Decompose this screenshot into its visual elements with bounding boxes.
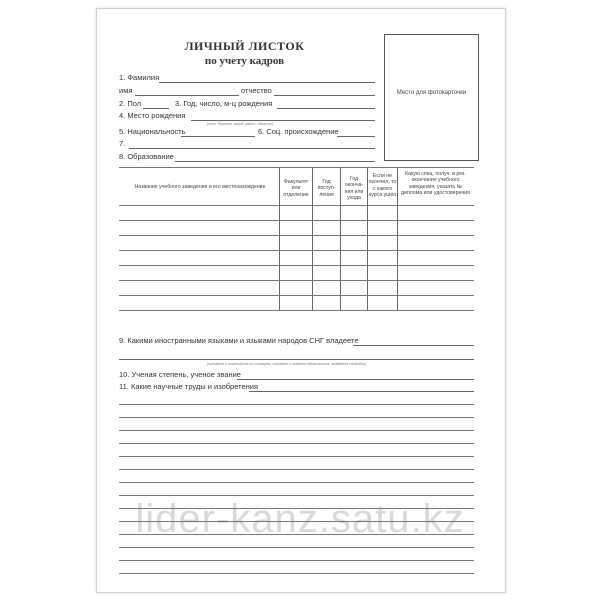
name-field[interactable]: [135, 95, 239, 96]
birthplace-label: 4. Место рождения: [119, 111, 186, 120]
watermark: lider-kanz.satu.kz: [135, 497, 465, 541]
table-row[interactable]: [119, 280, 474, 281]
social-origin-field[interactable]: [337, 136, 375, 137]
table-row[interactable]: [119, 295, 474, 296]
table-row[interactable]: [119, 265, 474, 266]
birthplace-hint: (село, деревня, город, район, область): [207, 122, 274, 126]
form-title: ЛИЧНЫЙ ЛИСТОК: [184, 39, 305, 53]
name-label: имя: [119, 86, 133, 95]
table-header-year-finish: Год оконча-ния или ухода: [344, 176, 364, 201]
table-header-year-entry: Год поступ-ления: [317, 179, 336, 198]
sex-field[interactable]: [143, 108, 169, 109]
nationality-field[interactable]: [181, 136, 255, 137]
surname-field[interactable]: [159, 82, 375, 83]
writing-line[interactable]: [119, 560, 474, 561]
education-field[interactable]: [175, 161, 375, 162]
table-row[interactable]: [119, 310, 474, 311]
education-label: 8. Образование: [119, 152, 174, 161]
social-origin-label: 6. Соц. происхождение: [258, 127, 339, 136]
writing-line[interactable]: [119, 404, 474, 405]
writing-line[interactable]: [119, 482, 474, 483]
table-row[interactable]: [119, 220, 474, 221]
writing-line[interactable]: [119, 469, 474, 470]
works-field[interactable]: [249, 391, 474, 392]
birthdate-label: 3. Год, число, м-ц рождения: [175, 99, 273, 108]
languages-field[interactable]: [353, 345, 474, 346]
degree-label: 10. Ученая степень, ученое звание: [119, 370, 241, 379]
table-row[interactable]: [119, 250, 474, 251]
writing-line[interactable]: [119, 495, 474, 496]
photo-box: [384, 34, 479, 161]
writing-line[interactable]: [119, 443, 474, 444]
form-subtitle: по учету кадров: [204, 55, 285, 67]
languages-hint: (читаете и переводите со словарем, читаете и можете объясняться, владеете свободно): [207, 362, 366, 366]
birthplace-field[interactable]: [191, 120, 375, 121]
table-header-specialty: Какую спец. получ. в рез. окончания учебного заведения, указать № диплома или удостоверения: [401, 171, 470, 196]
sex-label: 2. Пол: [119, 99, 142, 108]
writing-line[interactable]: [119, 430, 474, 431]
table-divider: [397, 167, 398, 310]
writing-line[interactable]: [119, 547, 474, 548]
patronymic-field[interactable]: [274, 95, 375, 96]
writing-line[interactable]: [119, 456, 474, 457]
nationality-label: 5. Национальность: [119, 127, 186, 136]
birthdate-field[interactable]: [277, 108, 375, 109]
surname-label: 1. Фамилия: [119, 73, 160, 82]
table-row[interactable]: [119, 235, 474, 236]
table-header-border: [119, 205, 474, 206]
works-label: 11. Какие научные труды и изобретения: [119, 382, 259, 391]
table-top-border: [119, 167, 474, 168]
patronymic-label: отчество: [241, 86, 272, 95]
languages-field-line-2[interactable]: [119, 359, 474, 360]
item-7-field[interactable]: [129, 148, 375, 149]
languages-label: 9. Какими иностранными языками и языками народов СНГ владеете: [119, 336, 359, 345]
table-header-institution: Название учебного заведения и его местонахождение: [134, 184, 266, 190]
table-header-dropout-course: Если не окончил, то с какого курса ушел: [368, 173, 397, 198]
photo-label: Место для фотокарточки: [396, 90, 467, 96]
table-header-faculty: Факультет или отделение: [283, 179, 309, 198]
writing-line[interactable]: [119, 417, 474, 418]
writing-line[interactable]: [119, 573, 474, 574]
degree-field[interactable]: [237, 379, 474, 380]
item-7-label: 7.: [119, 139, 126, 148]
